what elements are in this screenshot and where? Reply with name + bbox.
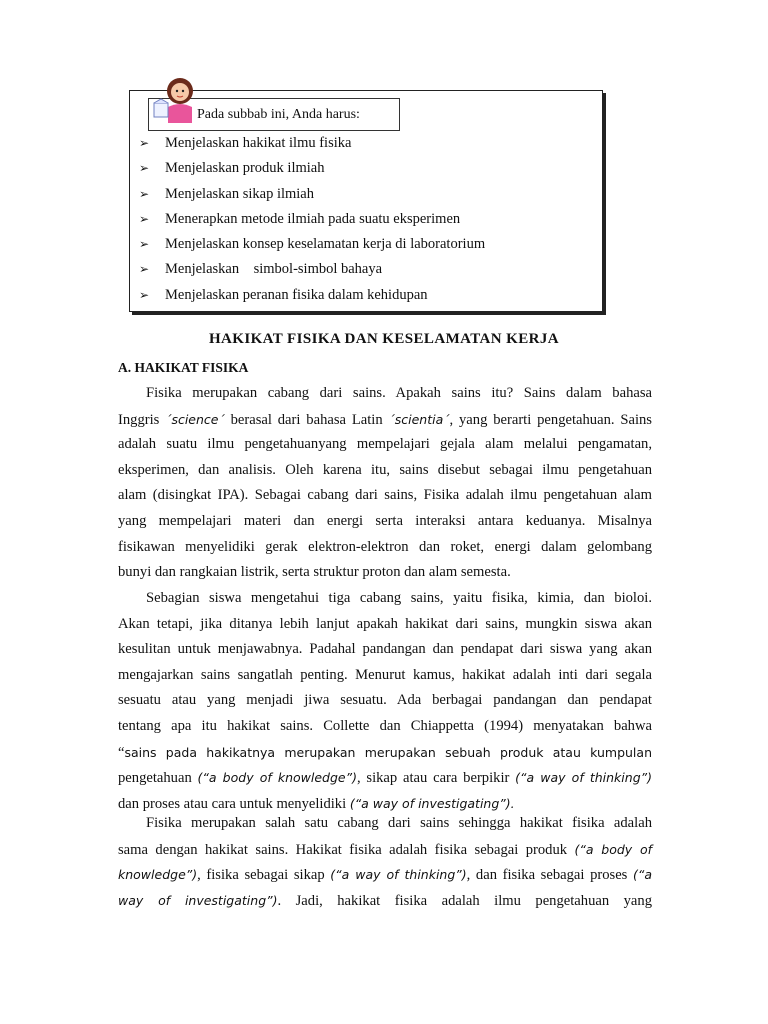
text-line: tentang apa itu hakikat sains. Collette dan Chiappetta (1994) menyatakan bahwa bbox=[118, 717, 652, 734]
arrow-bullet-icon: ➢ bbox=[139, 287, 150, 302]
arrow-bullet-icon: ➢ bbox=[139, 136, 150, 150]
document-title: HAKIKAT FISIKA DAN KESELAMATAN KERJA bbox=[208, 331, 559, 347]
text-line: pengetahuan (“a body of knowledge”), sikap atau cara berpikir (“a way of thinking”) bbox=[118, 770, 652, 787]
text-line: dan proses atau cara untuk menyelidiki (“a way of investigating”). bbox=[118, 795, 515, 812]
text-line: adalah suatu ilmu pengetahuanyang mempelajari gejala alam melalui pengamatan, bbox=[118, 436, 652, 453]
text-line: sama dengan hakikat sains. Hakikat fisika adalah fisika sebagai produk (“a body of bbox=[118, 841, 652, 858]
arrow-bullet-icon: ➢ bbox=[139, 186, 150, 201]
paragraph-2 bbox=[118, 586, 652, 816]
objectives-list bbox=[139, 132, 485, 309]
text-line: Inggris ´science´ berasal dari bahasa Latin ´scientia´, yang berarti pengetahuan. Sains bbox=[118, 411, 652, 428]
list-item: ➢ Menjelaskan produk ilmiah bbox=[139, 157, 485, 182]
text-line: kesulitan untuk menjawabnya. Padahal pandangan dan pendapat dari siswa yang akan bbox=[118, 641, 652, 658]
objectives-title: Pada subbab ini, Anda harus: bbox=[148, 98, 400, 131]
text-line: Sebagian siswa mengetahui tiga cabang sains, yaitu fisika, kimia, dan bioloi. bbox=[146, 590, 652, 606]
student-mascot-icon bbox=[146, 73, 196, 133]
text-line: Fisika merupakan cabang dari sains. Apakah sains itu? Sains dalam bahasa bbox=[146, 385, 652, 401]
text-line: sesuatu atau yang menjadi jiwa sesuatu. Ada berbagai pandangan dan pendapat bbox=[118, 692, 652, 709]
text-line: mengajarkan sains sangatlah penting. Menurut kamus, hakikat adalah inti dari segala bbox=[118, 666, 652, 683]
list-item: ➢ Menjelaskan peranan fisika dalam kehidupan bbox=[139, 284, 485, 309]
text-line: bunyi dan rangkaian listrik, serta struktur proton dan alam semesta. bbox=[118, 564, 511, 581]
list-item: ➢ Menerapkan metode ilmiah pada suatu eksperimen bbox=[139, 208, 485, 233]
text-line: Akan tetapi, jika ditanya lebih lanjut apakah hakikat dari sains, mungkin siswa akan bbox=[118, 615, 652, 632]
text-line: fisikawan menyelidiki gerak elektron-elektron dan roket, energi dalam gelombang bbox=[118, 538, 652, 555]
list-item: ➢ Menjelaskan sikap ilmiah bbox=[139, 183, 485, 208]
text-line: eksperimen, dan analisis. Oleh karena itu, sains disebut sebagai ilmu pengetahuan bbox=[118, 461, 652, 478]
arrow-bullet-icon: ➢ bbox=[139, 211, 150, 226]
arrow-bullet-icon: ➢ bbox=[139, 262, 150, 277]
text-line: yang mempelajari materi dan energi serta interaksi antara keduanya. Misalnya bbox=[118, 512, 652, 529]
list-item: ➢ Menjelaskan hakikat ilmu fisika bbox=[139, 132, 485, 157]
arrow-bullet-icon: ➢ bbox=[139, 237, 150, 252]
paragraph-3 bbox=[118, 811, 652, 913]
arrow-bullet-icon: ➢ bbox=[139, 161, 150, 176]
section-heading: A. HAKIKAT FISIKA bbox=[118, 360, 249, 375]
paragraph-1 bbox=[118, 381, 652, 586]
text-line: Fisika merupakan salah satu cabang dari sains sehingga hakikat fisika adalah bbox=[146, 815, 652, 831]
list-item: ➢ Menjelaskan konsep keselamatan kerja di laboratorium bbox=[139, 233, 485, 258]
text-line: knowledge”), fisika sebagai sikap (“a way of thinking”), dan fisika sebagai proses (“a bbox=[118, 867, 653, 884]
text-line: alam (disingkat IPA). Sebagai cabang dari sains, Fisika adalah ilmu pengetahuan alam bbox=[118, 487, 652, 504]
text-line: “sains pada hakikatnya merupakan merupakan sebuah produk atau kumpulan bbox=[118, 744, 652, 761]
list-item: ➢ Menjelaskan simbol-simbol bahaya bbox=[139, 258, 485, 283]
text-line: way of investigating”). Jadi, hakikat fisika adalah ilmu pengetahuan yang bbox=[118, 892, 652, 909]
